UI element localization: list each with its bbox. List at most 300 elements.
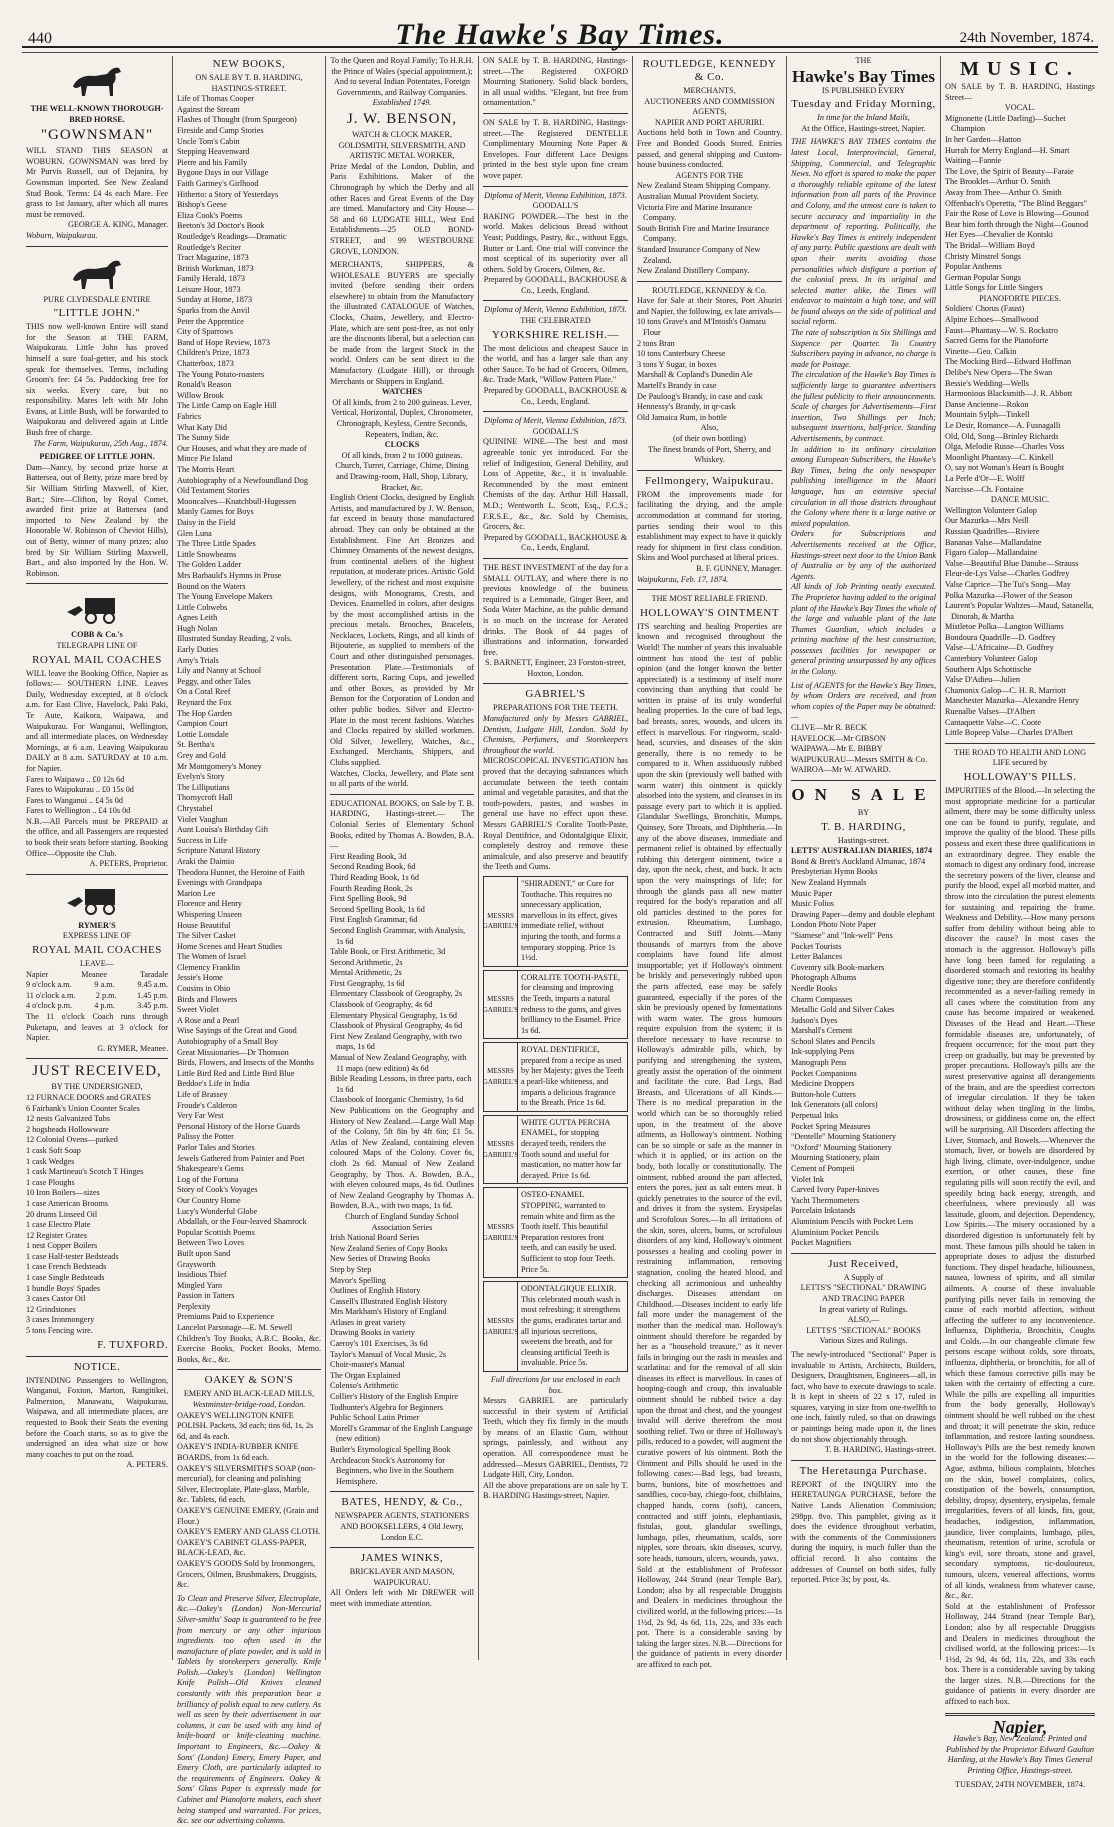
book-title: The Golden Ladder — [177, 560, 242, 570]
book-title: Very Far West — [177, 1111, 224, 1121]
music-title: Polka Mazurka—Flower of the Season — [945, 590, 1073, 600]
masthead — [22, 14, 1098, 51]
rymer-sub: EXPRESS LINE OF — [62, 931, 132, 941]
gabriel-item — [483, 1042, 628, 1112]
routledge-heading-2: ROUTLEDGE, KENNEDY & Co. — [652, 285, 767, 295]
fare-row: Fares to Wellington .. £4 10s 0d — [26, 806, 131, 816]
bates-sub: NEWSPAPER AGENTS, STATIONERS AND BOOKSELLERS, 4 Old Jewry, London E.C. — [334, 1511, 470, 1542]
book-title: Early Duties — [177, 645, 219, 655]
agents-list — [637, 181, 782, 276]
pianoforte-heading: PIANOFORTE PIECES. — [979, 293, 1061, 303]
book-title: St. Bertha's — [177, 740, 215, 750]
book-title: Palissy the Potter — [177, 1132, 234, 1142]
book-title: Amy's Trials — [177, 655, 219, 665]
list-item: Pocket Spring Measures — [791, 1121, 871, 1131]
times-jobs: All kinds of Job Printing neatly executed. The Proprietor having added to the original plant of the Hawke's Bay Times the whole of the large and valuable plant of the late Thames Guardian, which includes a printing machine of the best construction, possesses facilities for newspaper or general printing unsurpassed by any offices in the Colony. — [791, 582, 937, 677]
books-note: Children's Toy Books, A.B.C. Books, &c. Exercise Books, Pocket Books, Memo. Books, &c., &c. — [177, 1333, 321, 1364]
letts-sizes: Various Sizes and Rulings. — [819, 1336, 908, 1346]
book-title: Life of Thomas Cooper — [177, 94, 254, 104]
gabriel-label: MESSRS GABRIEL'S — [484, 971, 518, 1039]
list-item: New Series of Drawing Books — [330, 1254, 431, 1264]
music-title: Bear him forth through the Night—Gounod — [945, 219, 1089, 229]
book-title: Success in Life — [177, 835, 228, 845]
book-title: Abdallah, or the Four-leaved Shamrock — [177, 1217, 307, 1227]
list-item: New Zealand Steam Shipping Company. — [637, 181, 771, 191]
list-item: Presbyterian Hymn Books — [791, 867, 878, 877]
routledge-address: NAPIER AND PORT AHURIRI. — [655, 117, 764, 127]
book-title: Band of Hope Review, 1873 — [177, 337, 270, 347]
list-item: "Dentelle" Mourning Stationery — [791, 1132, 896, 1142]
vocal-list — [945, 114, 1095, 294]
book-title: The Lilliputians — [177, 782, 230, 792]
issue-date: 24th November, 1874. — [959, 30, 1094, 46]
list-item: 1 case American Brooms — [26, 1198, 109, 1208]
rymer-timetable — [26, 970, 168, 1012]
column-rule — [786, 56, 787, 1660]
divider — [945, 743, 1095, 744]
just-received-sign: F. TUXFORD. — [97, 1338, 168, 1351]
also: Also, — [700, 423, 719, 433]
book-title: Leisure Hour, 1873 — [177, 284, 241, 294]
list-item: Metallic Gold and Silver Cakes — [791, 1005, 895, 1015]
music-title: Valse D'Adieu—Julien — [945, 675, 1020, 685]
book-title: Mr Montgomery's Money — [177, 761, 262, 771]
list-item: 1 case Single Bedsteads — [26, 1273, 105, 1283]
book-title: Beeton's 3d Doctor's Book — [177, 221, 265, 231]
book-title: Flashes of Thought (from Spurgeon) — [177, 115, 297, 125]
music-title: Valse Caprice—The Tui's Song—May — [945, 579, 1071, 589]
book-title: Bygone Days in our Village — [177, 168, 269, 178]
times-agents-list — [791, 723, 936, 776]
book-title: Theodora Hunnet, the Heroine of Faith — [177, 867, 305, 877]
cobb-sub: TELEGRAPH LINE OF — [56, 640, 138, 650]
gabriel-label: MESSRS GABRIEL'S — [484, 877, 518, 966]
book-title: Parlor Tales and Stories — [177, 1142, 255, 1152]
book-title: The Young Envelope Makers — [177, 592, 273, 602]
music-title: Figaro Galop—Mallandaine — [945, 548, 1038, 558]
music-title: Mistletoe Polka—Langton Williams — [945, 622, 1064, 632]
list-item: Music Paper — [791, 888, 833, 898]
book-title: Little Bird Red and Little Bird Blue — [177, 1068, 295, 1078]
book-title: Insidious Thief — [177, 1270, 227, 1280]
music-title: Manchester Mazurka—Alexandre Henry — [945, 696, 1080, 706]
music-title: Hurrah for Merry England—H. Smart — [945, 145, 1070, 155]
book-title: Pierre and his Family — [177, 157, 248, 167]
book-title: Personal History of the Horse Guards — [177, 1121, 301, 1131]
divider — [483, 683, 628, 684]
rymer-sign: G. RYMER, Meanee. — [97, 1043, 168, 1053]
book-title: Campion Court — [177, 719, 228, 729]
book-title: On a Coral Reef — [177, 687, 231, 697]
timetable-cell: 11 o'clock a.m. — [26, 990, 76, 1000]
music-title: Olga, Melodie Russe—Charles Voss — [945, 442, 1065, 452]
timetable-header — [26, 970, 168, 981]
list-item: First Geography, 1s 6d — [330, 978, 405, 988]
gabriel-item-text: "SHIRADENT," or Cure for Toothache. This requires no unnecessary application, marvellous in its effect, gives immediate relief, without injuring the tooth, and forms a temporary stopping. Price 1s 1½d. — [521, 878, 621, 963]
book-title: Wise Sayings of the Great and Good — [177, 1026, 297, 1036]
book-title: The Young Potato-roasters — [177, 369, 265, 379]
oakey-item: OAKEY'S CABINET GLASS-PAPER, BLACK-LEAD, &c. — [177, 1537, 307, 1558]
baking-powder-ad: BAKING POWDER.—The best in the world. Makes delicious Bread without Yeast; Puddings, Pastry, &c., without Eggs, Butter or Lard. One trial will convince the most sceptical of its superiority over all others. Sold by Grocers, Oilmen, &c. — [483, 211, 628, 274]
list-item: Pocket Tourists — [791, 941, 842, 951]
music-title: Sacred Gems for the Pianoforte — [945, 336, 1049, 346]
horse-icon — [65, 251, 129, 291]
column-2 — [177, 56, 321, 1826]
book-title: Children's Prize, 1873 — [177, 348, 250, 358]
times-days: Tuesday and Friday Morning, — [791, 98, 936, 111]
list-item: "Siamese" and "Ink-well" Pens — [791, 930, 893, 940]
book-title: Froude's Calderon — [177, 1100, 237, 1110]
music-heading: MUSIC. — [960, 58, 1080, 80]
list-item: Todhunter's Algebra for Beginners — [330, 1402, 443, 1412]
list-item: Collier's History of the English Empire — [330, 1392, 459, 1402]
timetable-cell: Meanee — [81, 969, 108, 979]
goodall-1: GOODALL'S — [532, 201, 579, 211]
list-item: Atlases in great variety — [330, 1317, 406, 1327]
book-title: Jessie's Home — [177, 973, 223, 983]
bates-heading: BATES, HENDY, & Co., — [341, 1496, 463, 1509]
dentelle-ad: ON SALE by T. B. HARDING, Hastings-street.—The Registered DENTELLE Complimentary Mourning Note Paper & Envelopes. Four different Lace Designs printed in the best style upon fine cream wove paper. — [483, 117, 628, 180]
notice-text: INTENDING Passengers to Wellington, Wanganui, Foxton, Marton, Rangitikei, Palmerston, Manawatu, Waipukurau, Waipawa, and all intermediate places, are requested to Book their Seats the evening before the Coach starts, so as to give the undersigned an idea what size or how many coaches to put on the road. — [26, 1375, 168, 1459]
napier-heading: Napier, — [992, 1716, 1048, 1737]
clocks-heading: CLOCKS — [384, 440, 420, 450]
list-item: Judson's Dyes — [791, 1015, 838, 1025]
book-title: Birds, Flowers, and Insects of the Months — [177, 1058, 314, 1068]
list-item: Second Reading Book, 6d — [330, 862, 416, 872]
winks-text: All Orders left with Mr DREWER will meet with immediate attention. — [330, 1588, 474, 1608]
music-title: Le Desir, Romance—A. Fusnagalli — [945, 421, 1061, 430]
horse-icon — [65, 60, 129, 100]
list-item: Mavor's Spelling — [330, 1275, 386, 1285]
new-books-sub2: HASTINGS-STREET. — [211, 83, 287, 93]
fellmongery-date: Waipukurau, Feb. 17, 1874. — [637, 574, 729, 584]
divider — [637, 470, 782, 471]
benson-established: Established 1749. — [372, 98, 432, 108]
list-item: Caeroy's 101 Exercises, 3s 6d — [330, 1339, 428, 1349]
divider — [177, 1369, 321, 1370]
gabriel-item — [483, 1187, 628, 1278]
rymer-heading: RYMER'S — [78, 920, 116, 930]
book-title: Hitherto: a Story of Yesterdays — [177, 189, 279, 199]
gabriel-item-text: ODONTALGIQUE ELIXIR. This celebrated mouth wash is most refreshing; it strengthens the gums, eradicates tartar and all injurious secretions, sweetens the breath, and for cleansing artificial Teeth is invaluable. Price 5s. — [521, 1284, 621, 1368]
list-item: Violet Ink — [791, 1174, 824, 1184]
gabriel-item-text: CORALITE TOOTH-PASTE, for cleansing and improving the Teeth, imparts a natural redness to the gums, and gives brilliancy to the Enamel. Price 1s 6d. — [521, 972, 622, 1035]
book-title: Our Country Home — [177, 1195, 241, 1205]
stud-heading: THE WELL-KNOWN THOROUGH-BRED HORSE. — [30, 104, 164, 124]
times-circulation: The circulation of the Hawke's Bay Times is sufficiently large to guarantee advertisers the fullest publicity to their announcements. Scale of charges for Advertisements—First insertion, Two Shillings per Inch; subsequent insertions, half-price. Standing Advertisements, by contract. — [791, 370, 936, 443]
book-title: Hugh Nolan — [177, 623, 218, 633]
music-title: Little Bopeep Valse—Charles D'Albert — [945, 728, 1073, 738]
list-item: 1 case Electro Plate — [26, 1220, 91, 1230]
book-title: Shakespeare's Gems — [177, 1164, 244, 1174]
prepared-1: Prepared by GOODALL, BACKHOUSE & Co., Leeds, England. — [483, 275, 628, 295]
list-item: Mrs Markham's History of England — [330, 1307, 447, 1317]
educational-more: New Publications on the Geography and History of New Zealand.—Large Wall Map of the Colony, 5ft 8in by 4ft 6in; £1 5s. Atlas of New Zealand, containing eleven coloured Maps of the Colony. Cover 6s, cloth 2s 6d. Manual of New Zealand Geography, by Thos. A. Bowden, B.A., with eleven coloured maps, 4s 6d. Outlines of New Zealand Geography by Thomas A. Bowden, B.A., with two maps, 1s 6d. — [330, 1106, 474, 1211]
agent-item: WAIPAWA—Mr E. BIBBY — [791, 744, 883, 754]
music-title: Russian Quadrilles—Riviere — [945, 526, 1040, 536]
music-title: The Brooklet—Arthur O. Smith — [945, 177, 1051, 187]
list-item: Yacht Thermometers — [791, 1195, 860, 1205]
holloway-heading: HOLLOWAY'S OINTMENT — [639, 606, 780, 619]
cobb-text: WILL leave the Booking Office, Napier as follows:— SOUTHERN LINE. Leaves Daily, Wednesday excepted, at 8 o'clock a.m. for East Clive, Havelock, Paki Paki, Te Aute, Kaikora, Waipawa, and Waipukurau. For Wanganui, Wellington, and all intermediate places, on Wednesday Mornings, at 6 a.m. Leaving Waipukurau DAILY at 8 a.m. SATURDAY at 10 a.m. for Napier. — [26, 668, 168, 773]
music-title: Harmonious Blacksmith—J. R. Abbott — [945, 389, 1073, 399]
routledge-heading: ROUTLEDGE, KENNEDY & Co. — [642, 58, 777, 83]
book-title: The Little Camp on Eagle Hill — [177, 401, 277, 411]
prepared-2: Prepared by GOODALL, BACKHOUSE & Co., Leeds, England. — [483, 386, 628, 406]
new-books-heading: NEW BOOKS, — [212, 58, 286, 70]
divider — [483, 113, 628, 114]
rymer-text: The 11 o'clock Coach runs through Puketapu, and leaves at 3 o'clock for Napier. — [26, 1012, 168, 1043]
dance-heading: DANCE MUSIC. — [990, 495, 1050, 505]
gabriel-item-text: ROYAL DENTIFRICE, prepared from a recipe as used by her Majesty; gives the Teeth a pearl-like whiteness, and imparts a delicious fragrance to the Breath. Price 1s 6d. — [521, 1045, 624, 1108]
column-6 — [791, 56, 936, 1660]
gabriel-label: MESSRS GABRIEL'S — [484, 1043, 518, 1111]
music-title: Moonlight Phantasy—C. Kinkell — [945, 452, 1054, 462]
book-title: Between Two Loves — [177, 1238, 245, 1248]
book-title: Home Scenes and Heart Studies — [177, 941, 283, 951]
list-item: Mourning Stationery, plain — [791, 1153, 880, 1163]
oakey-list — [177, 1411, 321, 1591]
divider — [791, 780, 936, 781]
book-title: Whispering Unseen — [177, 909, 242, 919]
educational-list — [330, 852, 474, 1106]
music-title: Danse Ancienne—Rokon — [945, 399, 1029, 409]
list-item: Needle Books — [791, 983, 838, 993]
book-title: City of Sparrows — [177, 327, 233, 337]
book-title: Chatterbox, 1873 — [177, 359, 234, 369]
oakey-text: To Clean and Preserve Silver, Electroplate, &c.—Oakey's (London) Non-Mercurial Silver-smiths' Soap is guaranteed to be free from mercury or any other injurious ingredients too often used in the manufacture of plate powder, and is sold in Tablets by storekeepers generally. Knife Polish.—Oakey's (London) Wellington Knife Polish—Old Knives cleaned constantly with this preparation bear a brilliancy of polish equal to new cutlery. As well as seen by their advertisement in our columns, it can be used with any kind of knife-board or knife-cleaning machine. Important to Engineers, &c.—Oakey & Sons' (London) Emery, Emery Paper, and Emery Cloth, are particularly adapted to the requirements of Engineers. Oakey & Sons' Glass Paper is expressly made for Cabinet and Pianoforte makers, each sheet being stamped and warranted. For prices, &c. see our advertising columns. — [177, 1593, 321, 1826]
gabriel-end: All the above preparations are on sale by T. B. HARDING Hastings-street, Napier. — [483, 1480, 628, 1501]
list-item: Taylor's Manual of Vocal Music, 2s — [330, 1349, 447, 1359]
music-title: Mignonette (Little Darling)—Suchet Champion — [945, 113, 1066, 134]
music-title: La Perle d'Or—E. Wolff — [945, 473, 1025, 483]
list-item: 5 tons Fencing wire. — [26, 1326, 93, 1336]
agent-item: WAIROA—Mr W. ATWARD. — [791, 765, 891, 775]
goodall-2: GOODALL'S — [532, 426, 579, 436]
newspaper-title: The Hawke's Bay Times. — [395, 18, 725, 51]
holloway-friend: THE MOST RELIABLE FRIEND. — [651, 594, 768, 604]
music-title: Offenbach's Operetta, "The Blind Beggars" — [945, 198, 1087, 208]
coach-icon — [65, 588, 129, 626]
stud-name: "GOWNSMAN" — [40, 127, 154, 144]
music-title: Fleur-de-Lys Valse—Charles Godfrey — [945, 569, 1070, 579]
gabriel-full: Full directions for use enclosed in each box. — [490, 1374, 621, 1395]
music-title: Ruenalbe Valses—D'Albert — [945, 707, 1036, 717]
benson-more: English Orient Clocks, designed by English Artists, and manufactured by J. W. Benson, far exceed in beauty those manufactured abroad. They can only be obtained at the Establishment. Fine Art Bronzes and Chimney Ornaments of the newest designs, from continental ateliers of the highest reputation, at moderate prices. Artistic Gold Jewellery, of the richest and most exquisite designs, with Monograms, Crests, and Devices. Enamelled in colors, after designs by the most accomplished artists in the precious metals. Brooches, Bracelets, Necklaces, Lockets, Rings, and all kinds of Bijouterie, as supplied to members of the Court and other distinguished personages. Presentation Plate.—Testimonials of different sorts, Racing Cups, and jewelled and other Boxes, as provided by Mr Benson for the Corporation of London and other public bodies. Silver and Electro-Plate in the most recent fashions. Watches and Clocks repaired by skilled workmen. Old Silver, Jewellery, Watches, &c., Exchanged. Merchants, Shippers, and Clubs supplied. — [330, 493, 474, 767]
list-item: 1 bundle Boys' Spades — [26, 1283, 101, 1293]
column-5 — [637, 56, 782, 1669]
list-item: Aluminium Pocket Pencils — [791, 1227, 879, 1237]
book-title: Sweet Violet — [177, 1005, 219, 1015]
fares-list — [26, 775, 168, 817]
music-title: Valse—L'Africaine—D. Godfrey — [945, 643, 1054, 653]
list-item: Classbook of Geography, 4s 6d — [330, 1000, 433, 1010]
gabriel-list — [483, 876, 628, 1372]
agent-item: WAIPUKURAU—Messrs SMITH & Co. — [791, 754, 928, 764]
book-title: Bishop's Geese — [177, 200, 227, 210]
divider — [26, 1058, 168, 1059]
gabriel-item-text: WHITE GUTTA PERCHA ENAMEL, for stopping decayed teeth, renders the Tooth sound and useful for mastication, no matter how far decayed. Price 1s 6d. — [521, 1117, 622, 1180]
book-title: The Morris Heart — [177, 464, 235, 474]
list-item: Victoria Fire and Marine Insurance Company. — [637, 202, 752, 223]
book-title: Jewels Gathered from Painter and Poet — [177, 1153, 305, 1163]
timetable-cell: 4 o'clock p.m. — [26, 1001, 73, 1011]
just-received-by: BY THE UNDERSIGNED, — [51, 1082, 143, 1092]
book-title: Marion Lee — [177, 888, 216, 898]
jr6-heading: Just Received, — [828, 1257, 899, 1270]
yorkshire-text: The most delicious and cheapest Sauce in the world, and has a larger sale than any other Sauce. To be had of Grocers, Oilmen, &c. Trade Mark, "Willow Pattern Plate." — [483, 343, 628, 385]
list-item: 3 cases Castor Oil — [26, 1294, 86, 1304]
imprint-date: TUESDAY, 24TH NOVEMBER, 1874. — [954, 1779, 1086, 1789]
gabriel-item — [483, 876, 628, 967]
list-item: School Slates and Pencils — [791, 1036, 875, 1046]
book-title: Lucy's Wonderful Globe — [177, 1206, 258, 1216]
letts-list — [791, 857, 936, 1249]
new-books-sub: ON SALE BY T. B. HARDING, — [195, 73, 303, 82]
column-rule — [172, 56, 173, 1660]
music-title: Cantaquette Valse—C. Coote — [945, 717, 1042, 727]
benson-heading: J. W. BENSON, — [346, 110, 458, 127]
music-title: Wellington Volunteer Galop — [945, 505, 1037, 515]
list-item: Standard Insurance Company of New Zealand. — [637, 244, 761, 265]
music-title: Vinette—Geo. Calkin — [945, 346, 1017, 356]
timetable-cell: 4 p.m. — [94, 1001, 115, 1011]
book-title: Perplexity — [177, 1301, 211, 1311]
pedigree-heading: PEDIGREE OF LITTLE JOHN. — [39, 452, 155, 462]
music-title: Away from Thee—Arthur O. Smith — [945, 187, 1062, 197]
sectional-sign: T. B. HARDING, Hastings-street. — [824, 1445, 936, 1455]
just-received-list — [26, 1093, 168, 1337]
list-item: 1 case Ploughs — [26, 1177, 75, 1187]
imprint-text: Hawke's Bay, New Zealand: Printed and Published by the Proprietor Edward Gaulton Harding, at the Hawke's Bay Times General Printing Office, Hastings-street. — [946, 1734, 1094, 1776]
clyde-name: "LITTLE JOHN." — [53, 307, 141, 320]
list-item: Irish National Board Series — [330, 1233, 420, 1243]
book-title: Willow Brook — [177, 390, 224, 400]
list-item: First New Zealand Geography, with two maps, 1s 6d — [330, 1031, 462, 1052]
list-item: Cement of Pompeii — [791, 1164, 855, 1173]
music-title: Bananas Valse—Mallandaine — [945, 537, 1042, 547]
divider — [26, 583, 168, 584]
coach-icon — [65, 879, 129, 917]
dance-list — [945, 506, 1095, 739]
pedigree-text: Dam—Nancy, by second prize horse at Battersea, out of Betty, prize mare bred by Sir William Stirling Maxwell, of Kier, Bart.; Sire—Clifton, by Royal Comet, awarded first prize at Battersea (and imported to New Zealand by the Honorable W. Robinson of Cheviot Hills), out of Betty, winner of many prizes; also bred by Sir William Stirling Maxwell, Bart., and also imported by the Hon. W. Robinson. — [26, 462, 168, 578]
list-item: The Organ Explained — [330, 1370, 401, 1380]
stud-text: WILL STAND THIS SEASON at WOBURN. GOWNSMAN was bred by Mr Purvis Russell, out of Dejanira, by Gownsman imported. See New Zealand Stud Book. Terms: £4 4s each Mare. Fee grass to 1st January, after which all mares must be removed. — [26, 146, 168, 219]
divider — [637, 281, 782, 282]
pianoforte-list — [945, 304, 1095, 495]
list-item: Elementary Physical Geography, 1s 6d — [330, 1010, 458, 1020]
book-title: The Silver Casket — [177, 931, 236, 941]
timetable-cell: 9 a.m. — [94, 980, 115, 990]
list-item: Second Spelling Book, 1s 6d — [330, 904, 425, 914]
book-title: Bound on the Waters — [177, 581, 246, 591]
book-title: Popular Scottish Poems — [177, 1227, 255, 1237]
oakey-sub: EMERY AND BLACK-LEAD MILLS, — [183, 1389, 315, 1399]
clyde-text: THIS now well-known Entire will stand for the Season at THE FARM, Waipukurau. Little John has proved himself a sure foal-getter, and his stock speak for themselves. Terms, including Groom's fee: £4 5s. Paddocking free for six weeks. Every care, but no responsibility. Mares left with Mr John Evans, at Little Bush, will be forwarded to Waipukurau and delivered again at Little Bush free of charge. — [26, 322, 168, 438]
music-title: Canterbury Volunteer Galop — [945, 654, 1038, 664]
diploma-3: Diploma of Merit, Vienna Exhibition, 1873. — [484, 416, 627, 426]
gabriel-sub: PREPARATIONS FOR THE TEETH. — [493, 703, 618, 713]
winks-sub: BRICKLAYER AND MASON, WAIPUKURAU. — [349, 1567, 455, 1587]
list-item: London Photo Note Paper — [791, 920, 877, 930]
gabriel-text: Messrs GABRIEL are particularly successful in their system of Artificial Teeth, which they fix firmly in the mouth by means of an Elastic Gum, without springs, painlessly, and without any operation. All correspondence must be addressed—Messrs GABRIEL, Dentists, 72 Ludgate Hill, City, London. — [483, 1396, 628, 1480]
book-title: Uncle Tom's Cabin — [177, 136, 240, 146]
list-item: Fourth Reading Book, 2s — [330, 883, 413, 893]
book-title: Clemency Franklin — [177, 962, 240, 972]
book-title: Fireside and Camp Stories — [177, 125, 264, 135]
stud-sign: GEORGE A. KING, Manager. — [67, 220, 168, 230]
book-title: Eliza Cook's Poems — [177, 210, 243, 220]
list-item: Choir-master's Manual — [330, 1360, 405, 1370]
list-item: Outlines of English History — [330, 1286, 421, 1296]
book-title: Ronald's Reason — [177, 380, 232, 390]
book-title: Daisy in the Field — [177, 517, 236, 527]
book-title: Glen Luna — [177, 528, 212, 538]
gabriel-item — [483, 1115, 628, 1185]
list-item: Button-hole Cutters — [791, 1089, 856, 1099]
divider — [330, 1491, 474, 1492]
music-title: Bessie's Wedding—Wells — [945, 378, 1029, 388]
music-title: O, say not Woman's Heart is Bought — [945, 463, 1065, 473]
book-title: Mingled Yarn — [177, 1280, 223, 1290]
list-item: Photograph Albums — [791, 973, 857, 983]
list-item: Archdeacon Stock's Astronomy for Beginners, who live in the Southern Hemisphere. — [330, 1455, 454, 1486]
book-title: Agnes Leith — [177, 613, 218, 623]
divider — [26, 1356, 168, 1357]
column-4 — [483, 56, 628, 1660]
book-title: Chrystabel — [177, 803, 213, 813]
book-title: Reynard the Fox — [177, 698, 232, 708]
music-title: Alpine Echoes—Smallwood — [945, 315, 1039, 325]
divider — [791, 1253, 936, 1254]
book-title: Built upon Sand — [177, 1248, 231, 1258]
book-title: Araki the Daimio — [177, 856, 235, 866]
auctioneers: AUCTIONEERS AND COMMISSION AGENTS, — [644, 96, 775, 117]
book-title: Mrs Barbauld's Hymns in Prose — [177, 570, 282, 580]
list-item: Australian Mutual Provident Society. — [637, 191, 759, 201]
music-onsale: ON SALE by T. B. HARDING, Hastings Street— — [945, 82, 1095, 102]
books-list — [177, 94, 321, 1333]
list-item: Elementary Classbook of Geography, 2s — [330, 989, 463, 999]
oakey-item: OAKEY'S GOODS Sold by Ironmongers, Grocers, Oilmen, Brushmakers, Druggists, &c. — [177, 1558, 317, 1590]
cobb-heading: COBB & Co.'s — [71, 630, 123, 640]
book-title: Family Herald, 1873 — [177, 274, 245, 284]
list-item: Classbook of Physical Geography, 4s 6d — [330, 1021, 463, 1031]
on-sale-heading: ON SALE — [791, 785, 936, 804]
list-item: Marshall & Copland's Dunedin Ale — [637, 370, 753, 380]
rymer-leave: LEAVE— — [80, 959, 114, 969]
music-title: The Bridal—William Boyd — [945, 240, 1035, 250]
music-title: In her Garden—Hatton — [945, 134, 1021, 144]
book-title: What Katy Did — [177, 422, 228, 432]
fare-row: Fares to Waipawa .. £0 12s 6d — [26, 774, 125, 784]
list-item: 10 tons Canterbury Cheese — [637, 349, 726, 359]
times-mails: In time for the Inland Mails, — [817, 113, 910, 123]
cobb-note: N.B.—All Parcels must be PREPAID at the office, and all Passengers are requested to book their seats before starting. Booking Office—Opposite the Club. — [26, 816, 168, 858]
merchants-text: MERCHANTS, SHIPPERS, & WHOLESALE BUYERS are specially invited (before sending their orders elsewhere) to obtain from the Manufactory the illustrated CATALOGUE of Watches, Clocks, Chains, Jewellery, and Electro-Plate, which are sent post-free, as not only are the discounts liberal, but a selection can be made from the largest Stock in the world. Orders can be sent direct to the Manufactory (Ludgate Hill), or through Merchants or Shippers in England. — [330, 260, 474, 386]
column-3 — [330, 56, 474, 1660]
oakey-item: OAKEY'S SILVERSMITH'S SOAP (non-mercurial), for cleaning and polishing Silver, Electroplate, Plate-glass, Marble, &c. Tablets, 6d each. — [177, 1463, 316, 1505]
vocal-heading: VOCAL. — [1004, 103, 1036, 113]
music-title: Laurent's Popular Waltzes—Maud, Satanella, Dinorah, & Martha — [945, 601, 1094, 621]
list-item: Bible Reading Lessons, in three parts, each 1s 6d — [330, 1074, 472, 1094]
agent-item: HAVELOCK—Mr GIBSON — [791, 733, 886, 743]
list-item: 10 Iron Boilers—sizes — [26, 1188, 100, 1198]
list-item: 12 nests Galvanized Tubs — [26, 1114, 110, 1124]
benson-end: Watches, Clocks, Jewellery, and Plate sent to all parts of the world. — [330, 768, 474, 789]
book-title: Stepping Heavenward — [177, 147, 250, 157]
heretaunga-heading: The Heretaunga Purchase. — [799, 1464, 928, 1477]
